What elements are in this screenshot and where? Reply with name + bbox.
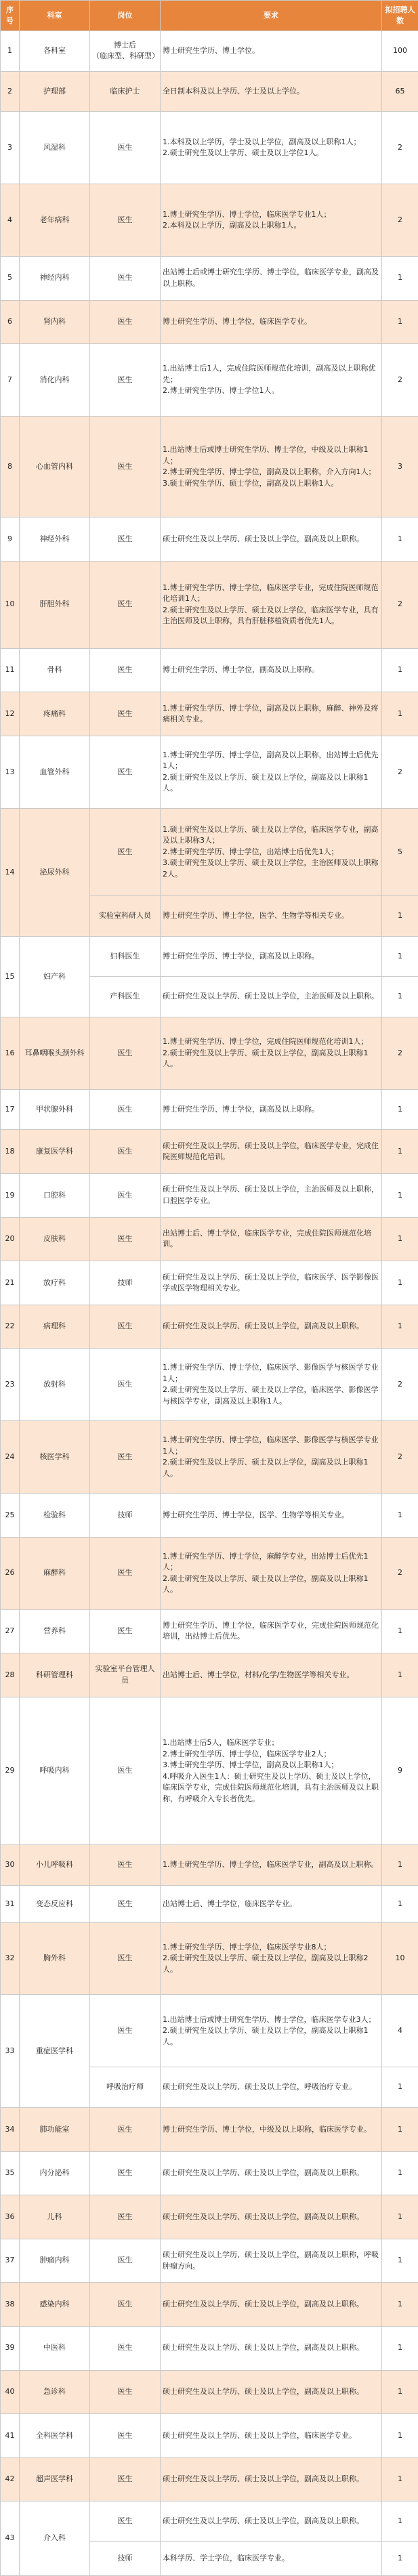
table-row bbox=[1, 2151, 418, 2195]
requirement-cell: 出站博士后、博士学位，材料/化学/生物医学等相关专业。 bbox=[161, 1653, 382, 1697]
row-number: 35 bbox=[1, 2151, 20, 2195]
header-no: 序号 bbox=[1, 1, 20, 31]
headcount-cell: 1 bbox=[382, 2326, 418, 2370]
position-cell: 医生 bbox=[90, 518, 161, 562]
position-cell: 医生 bbox=[90, 1305, 161, 1349]
requirement-cell: 1.博士研究生学历、博士学位，副高及以上职称，出站博士后优先1人； 2.硕士研究生及以上学历、硕士及以上学位，副高及以上职称1人。 bbox=[161, 736, 382, 809]
department-cell: 科研管理科 bbox=[20, 1653, 90, 1697]
position-cell: 医生 bbox=[90, 1089, 161, 1130]
table-row bbox=[1, 112, 418, 184]
department-cell: 介入科 bbox=[20, 2501, 90, 2576]
department-cell: 皮肤科 bbox=[20, 1217, 90, 1261]
department-cell: 心血管内科 bbox=[20, 416, 90, 517]
department-cell: 中医科 bbox=[20, 2326, 90, 2370]
headcount-cell: 2 bbox=[382, 112, 418, 184]
position-cell: 医生 bbox=[90, 648, 161, 692]
headcount-cell: 1 bbox=[382, 2283, 418, 2327]
table-row bbox=[1, 1089, 418, 1130]
table-row bbox=[1, 1421, 418, 1494]
department-cell: 口腔科 bbox=[20, 1174, 90, 1218]
row-number: 9 bbox=[1, 518, 20, 562]
position-cell: 技师 bbox=[90, 1494, 161, 1538]
headcount-cell: 1 bbox=[382, 896, 418, 937]
headcount-cell: 1 bbox=[382, 1305, 418, 1349]
headcount-cell: 1 bbox=[382, 2107, 418, 2151]
headcount-cell: 1 bbox=[382, 2067, 418, 2108]
table-row bbox=[1, 344, 418, 417]
headcount-cell: 1 bbox=[382, 1089, 418, 1130]
row-number: 43 bbox=[1, 2501, 20, 2576]
headcount-cell: 5 bbox=[382, 808, 418, 895]
headcount-cell: 1 bbox=[382, 300, 418, 344]
position-cell: 医生 bbox=[90, 2283, 161, 2327]
row-number: 31 bbox=[1, 1885, 20, 1922]
position-cell: 产科医生 bbox=[90, 977, 161, 1017]
position-cell: 实验室科研人员 bbox=[90, 896, 161, 937]
row-number: 28 bbox=[1, 1653, 20, 1697]
department-cell: 护理部 bbox=[20, 71, 90, 112]
row-number: 30 bbox=[1, 1845, 20, 1886]
requirement-cell: 全日制本科及以上学历、学士及以上学位。 bbox=[161, 71, 382, 112]
requirement-cell: 硕士研究生及以上学历、硕士及以上学位，副高及以上职称。 bbox=[161, 2195, 382, 2239]
headcount-cell: 3 bbox=[382, 416, 418, 517]
requirement-cell: 硕士研究生及以上学历、硕士及以上学位，副高及以上职称。 bbox=[161, 2370, 382, 2414]
position-cell: 技师 bbox=[90, 2541, 161, 2575]
table-row bbox=[1, 1305, 418, 1349]
position-cell: 临床护士 bbox=[90, 71, 161, 112]
requirement-cell: 博士研究生学历、博士学位，副高及以上职称。 bbox=[161, 1089, 382, 1130]
requirement-cell: 出站博士后、博士学位，临床医学专业，完成住院医师规范化培训。 bbox=[161, 1217, 382, 1261]
requirement-cell: 1.博士研究生学历、博士学位，临床医学专业，副高及以上职称。 bbox=[161, 1845, 382, 1886]
headcount-cell: 1 bbox=[382, 1609, 418, 1653]
department-cell: 肿瘤内科 bbox=[20, 2239, 90, 2283]
position-cell: 医生 bbox=[90, 2195, 161, 2239]
department-cell: 耳鼻咽喉头颈外科 bbox=[20, 1017, 90, 1089]
table-row bbox=[1, 1494, 418, 1538]
requirement-cell: 1.博士研究生学历、博士学位，麻醉学专业，出站博士后优先1人； 2.硕士研究生及以上学历、硕士及以上学位，副高及以上职称1人。 bbox=[161, 1537, 382, 1609]
requirement-cell: 硕士研究生及以上学历、硕士及以上学位，副高及以上职称。 bbox=[161, 2151, 382, 2195]
table-row bbox=[1, 71, 418, 112]
requirement-cell: 1.博士研究生学历、博士学位，临床医学专业8人； 2.硕士研究生及以上学历、硕士及以上学位，副高及以上职称2人。 bbox=[161, 1922, 382, 1995]
row-number: 18 bbox=[1, 1130, 20, 1174]
headcount-cell: 1 bbox=[382, 2151, 418, 2195]
requirement-cell: 本科学历、学士学位，临床医学专业。 bbox=[161, 2541, 382, 2575]
table-row bbox=[1, 2239, 418, 2283]
department-cell: 神经外科 bbox=[20, 518, 90, 562]
position-cell: 医生 bbox=[90, 112, 161, 184]
row-number: 7 bbox=[1, 344, 20, 417]
position-cell: 呼吸治疗师 bbox=[90, 2067, 161, 2108]
headcount-cell: 2 bbox=[382, 184, 418, 257]
requirement-cell: 博士研究生学历、博士学位，中级及以上职称，临床医学专业。 bbox=[161, 2107, 382, 2151]
requirement-cell: 出站博士后或博士研究生学历、博士学位，临床医学专业，副高及以上职称。 bbox=[161, 256, 382, 300]
row-number: 22 bbox=[1, 1305, 20, 1349]
headcount-cell: 1 bbox=[382, 1653, 418, 1697]
position-cell: 医生 bbox=[90, 2501, 161, 2542]
table-row bbox=[1, 2370, 418, 2414]
table-row bbox=[1, 2501, 418, 2542]
row-number: 12 bbox=[1, 692, 20, 736]
requirement-cell: 1.出站博士后1人，完成住院医师规范化培训，副高及以上职称优先； 2.博士研究生学历、博士学位1人。 bbox=[161, 344, 382, 417]
position-cell: 实验室平台管理人员 bbox=[90, 1653, 161, 1697]
department-cell: 全科医学科 bbox=[20, 2414, 90, 2458]
row-number: 15 bbox=[1, 936, 20, 1017]
table-body bbox=[1, 31, 418, 2576]
headcount-cell: 1 bbox=[382, 648, 418, 692]
requirement-cell: 1.博士研究生学历、博士学位，临床医学专业1人； 2.本科及以上学历，副高及以上职称1人。 bbox=[161, 184, 382, 257]
headcount-cell: 1 bbox=[382, 1885, 418, 1922]
position-cell: 医生 bbox=[90, 184, 161, 257]
row-number: 20 bbox=[1, 1217, 20, 1261]
row-number: 16 bbox=[1, 1017, 20, 1089]
department-cell: 妇产科 bbox=[20, 936, 90, 1017]
position-cell: 博士后 （临床型、科研型） bbox=[90, 31, 161, 72]
row-number: 19 bbox=[1, 1174, 20, 1218]
department-cell: 感染内科 bbox=[20, 2283, 90, 2327]
position-cell: 医生 bbox=[90, 1697, 161, 1845]
department-cell: 内分泌科 bbox=[20, 2151, 90, 2195]
department-cell: 检验科 bbox=[20, 1494, 90, 1538]
position-cell: 医生 bbox=[90, 1017, 161, 1089]
row-number: 10 bbox=[1, 561, 20, 648]
table-row bbox=[1, 2195, 418, 2239]
headcount-cell: 2 bbox=[382, 1421, 418, 1494]
table-row bbox=[1, 2107, 418, 2151]
header-num: 拟招聘人数 bbox=[382, 1, 418, 31]
position-cell: 医生 bbox=[90, 692, 161, 736]
row-number: 2 bbox=[1, 71, 20, 112]
requirement-cell: 硕士研究生及以上学历、硕士及以上学位，主治医师及以上职称，口腔医学专业。 bbox=[161, 1174, 382, 1218]
table-row bbox=[1, 184, 418, 257]
position-cell: 医生 bbox=[90, 1421, 161, 1494]
requirement-cell: 博士研究生学历、博士学位。 bbox=[161, 31, 382, 72]
requirement-cell: 1.博士研究生学历、博士学位，临床医学、影像医学与核医学专业1人； 2.硕士研究生及以上学历、硕士及以上学位，副高及以上职称1人。 bbox=[161, 1421, 382, 1494]
table-row bbox=[1, 936, 418, 977]
department-cell: 放疗科 bbox=[20, 1261, 90, 1305]
row-number: 41 bbox=[1, 2414, 20, 2458]
department-cell: 疼痛科 bbox=[20, 692, 90, 736]
position-cell: 医生 bbox=[90, 1995, 161, 2067]
position-cell: 医生 bbox=[90, 1537, 161, 1609]
row-number: 24 bbox=[1, 1421, 20, 1494]
headcount-cell: 2 bbox=[382, 1349, 418, 1421]
position-cell: 医生 bbox=[90, 2457, 161, 2501]
requirement-cell: 硕士研究生及以上学历、硕士及以上学位，临床医学专业。 bbox=[161, 2414, 382, 2458]
position-cell: 医生 bbox=[90, 1922, 161, 1995]
requirement-cell: 博士研究生学历、博士学位，医学、生物学等相关专业。 bbox=[161, 1494, 382, 1538]
table-row bbox=[1, 1609, 418, 1653]
requirement-cell: 出站博士后、博士学位，临床医学专业。 bbox=[161, 1885, 382, 1922]
headcount-cell: 100 bbox=[382, 31, 418, 72]
headcount-cell: 1 bbox=[382, 2370, 418, 2414]
requirement-cell: 硕士研究生及以上学历、硕士及以上学位，副高及以上职称，呼吸肿瘤方向。 bbox=[161, 2239, 382, 2283]
table-row bbox=[1, 1174, 418, 1218]
table-row bbox=[1, 1995, 418, 2067]
headcount-cell: 1 bbox=[382, 977, 418, 1017]
headcount-cell: 1 bbox=[382, 1130, 418, 1174]
table-row bbox=[1, 300, 418, 344]
department-cell: 病理科 bbox=[20, 1305, 90, 1349]
position-cell: 医生 bbox=[90, 2370, 161, 2414]
position-cell: 医生 bbox=[90, 2414, 161, 2458]
position-cell: 医生 bbox=[90, 561, 161, 648]
table-row bbox=[1, 648, 418, 692]
department-cell: 放射科 bbox=[20, 1349, 90, 1421]
requirement-cell: 硕士研究生及以上学历、硕士及以上学位，临床医学专业，完成住院医师规范化培训。 bbox=[161, 1130, 382, 1174]
headcount-cell: 9 bbox=[382, 1697, 418, 1845]
row-number: 13 bbox=[1, 736, 20, 809]
department-cell: 肾内科 bbox=[20, 300, 90, 344]
table-row bbox=[1, 1349, 418, 1421]
requirement-cell: 博士研究生学历、博士学位，副高及以上职称。 bbox=[161, 936, 382, 977]
table-row bbox=[1, 1017, 418, 1089]
requirement-cell: 1.硕士研究生及以上学历、硕士及以上学位，临床医学专业，副高及以上职称3人； 2.博士研究生学历、博士学位，出站博士后优先1人； 3.硕士研究生及以上学历、硕士及以上学位，主治医师及以上职称2人。 bbox=[161, 808, 382, 895]
position-cell: 医生 bbox=[90, 1217, 161, 1261]
requirement-cell: 博士研究生学历、博士学位，临床医学专业，完成住院医师规范化培训，出站博士后优先。 bbox=[161, 1609, 382, 1653]
row-number: 25 bbox=[1, 1494, 20, 1538]
department-cell: 骨科 bbox=[20, 648, 90, 692]
row-number: 21 bbox=[1, 1261, 20, 1305]
position-cell: 医生 bbox=[90, 2326, 161, 2370]
requirement-cell: 1.博士研究生学历、博士学位，临床医学专业，完成住院医师规范化培训1人； 2.硕士研究生及以上学历、硕士及以上学位，临床医学专业，具有主治医师及以上职称，具有肝脏移植资质者优先1人。 bbox=[161, 561, 382, 648]
table-row bbox=[1, 518, 418, 562]
row-number: 8 bbox=[1, 416, 20, 517]
department-cell: 重症医学科 bbox=[20, 1995, 90, 2107]
row-number: 11 bbox=[1, 648, 20, 692]
headcount-cell: 1 bbox=[382, 2501, 418, 2542]
department-cell: 儿科 bbox=[20, 2195, 90, 2239]
headcount-cell: 1 bbox=[382, 1845, 418, 1886]
table-row bbox=[1, 1922, 418, 1995]
table-row bbox=[1, 692, 418, 736]
table-row bbox=[1, 1697, 418, 1845]
department-cell: 消化内科 bbox=[20, 344, 90, 417]
headcount-cell: 1 bbox=[382, 1261, 418, 1305]
table-row bbox=[1, 2283, 418, 2327]
department-cell: 肺功能室 bbox=[20, 2107, 90, 2151]
department-cell: 小儿呼吸科 bbox=[20, 1845, 90, 1886]
row-number: 36 bbox=[1, 2195, 20, 2239]
headcount-cell: 1 bbox=[382, 2195, 418, 2239]
headcount-cell: 4 bbox=[382, 1995, 418, 2067]
headcount-cell: 2 bbox=[382, 344, 418, 417]
position-cell: 医生 bbox=[90, 736, 161, 809]
requirement-cell: 1.博士研究生学历、博士学位，副高及以上职称，麻醉、神外及疼痛相关专业。 bbox=[161, 692, 382, 736]
row-number: 39 bbox=[1, 2326, 20, 2370]
table-row bbox=[1, 808, 418, 895]
department-cell: 胸外科 bbox=[20, 1922, 90, 1995]
requirement-cell: 硕士研究生及以上学历、硕士及以上学位，主治医师及以上职称。 bbox=[161, 977, 382, 1017]
table-row bbox=[1, 2457, 418, 2501]
table-row bbox=[1, 1217, 418, 1261]
requirement-cell: 博士研究生学历、博士学位，副高及以上职称。 bbox=[161, 648, 382, 692]
position-cell: 医生 bbox=[90, 1885, 161, 1922]
row-number: 6 bbox=[1, 300, 20, 344]
table-row bbox=[1, 256, 418, 300]
header-req: 要求 bbox=[161, 1, 382, 31]
headcount-cell: 1 bbox=[382, 1494, 418, 1538]
table-row bbox=[1, 1261, 418, 1305]
headcount-cell: 1 bbox=[382, 936, 418, 977]
requirement-cell: 1.出站博士后或博士研究生学历、博士学位，中级及以上职称1人； 2.博士研究生学历、博士学位，副高及以上职称，介入方向1人； 3.硕士研究生学历、硕士学位，副高及以上职称1人。 bbox=[161, 416, 382, 517]
row-number: 33 bbox=[1, 1995, 20, 2107]
requirement-cell: 硕士研究生及以上学历、硕士及以上学位，临床医学、医学影像医学或医学物理相关专业。 bbox=[161, 1261, 382, 1305]
position-cell: 医生 bbox=[90, 1130, 161, 1174]
department-cell: 老年病科 bbox=[20, 184, 90, 257]
table-row bbox=[1, 2414, 418, 2458]
department-cell: 变态反应科 bbox=[20, 1885, 90, 1922]
table-row bbox=[1, 1130, 418, 1174]
requirement-cell: 博士研究生学历、博士学位，医学、生物学等相关专业。 bbox=[161, 896, 382, 937]
department-cell: 各科室 bbox=[20, 31, 90, 72]
row-number: 34 bbox=[1, 2107, 20, 2151]
headcount-cell: 1 bbox=[382, 2414, 418, 2458]
requirement-cell: 1.博士研究生学历、博士学位，完成住院医师规范化培训1人； 2.硕士研究生及以上学历、硕士及以上学位，副高及以上职称1人。 bbox=[161, 1017, 382, 1089]
row-number: 17 bbox=[1, 1089, 20, 1130]
table-row bbox=[1, 2326, 418, 2370]
position-cell: 医生 bbox=[90, 300, 161, 344]
department-cell: 急诊科 bbox=[20, 2370, 90, 2414]
row-number: 29 bbox=[1, 1697, 20, 1845]
headcount-cell: 1 bbox=[382, 1217, 418, 1261]
requirement-cell: 硕士研究生及以上学历、硕士及以上学位，副高及以上职称。 bbox=[161, 2326, 382, 2370]
row-number: 26 bbox=[1, 1537, 20, 1609]
header-dept: 科室 bbox=[20, 1, 90, 31]
row-number: 37 bbox=[1, 2239, 20, 2283]
headcount-cell: 65 bbox=[382, 71, 418, 112]
department-cell: 康复医学科 bbox=[20, 1130, 90, 1174]
headcount-cell: 2 bbox=[382, 736, 418, 809]
row-number: 40 bbox=[1, 2370, 20, 2414]
position-cell: 医生 bbox=[90, 344, 161, 417]
table-header-row bbox=[1, 1, 418, 31]
position-cell: 医生 bbox=[90, 416, 161, 517]
table-row bbox=[1, 1885, 418, 1922]
department-cell: 呼吸内科 bbox=[20, 1697, 90, 1845]
position-cell: 医生 bbox=[90, 1609, 161, 1653]
table-row bbox=[1, 736, 418, 809]
row-number: 5 bbox=[1, 256, 20, 300]
row-number: 3 bbox=[1, 112, 20, 184]
department-cell: 甲状腺外科 bbox=[20, 1089, 90, 1130]
position-cell: 医生 bbox=[90, 2107, 161, 2151]
department-cell: 肝胆外科 bbox=[20, 561, 90, 648]
row-number: 14 bbox=[1, 808, 20, 936]
requirement-cell: 1.出站博士后或博士研究生学历、博士学位，临床医学专业3人； 2.硕士研究生及以上学历、硕士及以上学位，副高及以上职称1人。 bbox=[161, 1995, 382, 2067]
header-pos: 岗位 bbox=[90, 1, 161, 31]
table-row bbox=[1, 416, 418, 517]
position-cell: 医生 bbox=[90, 1845, 161, 1886]
position-cell: 医生 bbox=[90, 1349, 161, 1421]
position-cell: 医生 bbox=[90, 808, 161, 895]
department-cell: 核医学科 bbox=[20, 1421, 90, 1494]
table-row bbox=[1, 1653, 418, 1697]
row-number: 32 bbox=[1, 1922, 20, 1995]
row-number: 38 bbox=[1, 2283, 20, 2327]
table-row bbox=[1, 1537, 418, 1609]
requirement-cell: 1.本科及以上学历，学士及以上学位，副高及以上职称1人； 2.硕士研究生及以上学历、硕士及以上学位1人。 bbox=[161, 112, 382, 184]
position-cell: 医生 bbox=[90, 1174, 161, 1218]
requirement-cell: 1.出站博士后5人，临床医学专业； 2.博士研究生学历、博士学位，临床医学专业2人； 3.博士研究生学历、博士学位，副高及以上职称1人； 4.呼吸介入医生1人：硕士研究生及以上学历、硕士及以上学位，临床医学专业，完成住院医师规范化培训，具有主治医师及以上职称，有呼吸介入专长者优先。 bbox=[161, 1697, 382, 1845]
requirement-cell: 硕士研究生及以上学历、硕士及以上学位，副高及以上职称。 bbox=[161, 2457, 382, 2501]
requirement-cell: 硕士研究生及以上学历、硕士及以上学位，呼吸治疗专业。 bbox=[161, 2067, 382, 2108]
headcount-cell: 1 bbox=[382, 2457, 418, 2501]
headcount-cell: 1 bbox=[382, 518, 418, 562]
position-cell: 技师 bbox=[90, 1261, 161, 1305]
headcount-cell: 10 bbox=[382, 1922, 418, 1995]
requirement-cell: 硕士研究生及以上学历、硕士及以上学位，副高及以上职称。 bbox=[161, 518, 382, 562]
requirement-cell: 硕士研究生及以上学历、硕士及以上学位，副高及以上职称。 bbox=[161, 1305, 382, 1349]
department-cell: 神经内科 bbox=[20, 256, 90, 300]
row-number: 1 bbox=[1, 31, 20, 72]
position-cell: 医生 bbox=[90, 2239, 161, 2283]
headcount-cell: 2 bbox=[382, 1017, 418, 1089]
row-number: 4 bbox=[1, 184, 20, 257]
row-number: 23 bbox=[1, 1349, 20, 1421]
department-cell: 超声医学科 bbox=[20, 2457, 90, 2501]
department-cell: 泌尿外科 bbox=[20, 808, 90, 936]
table-row bbox=[1, 561, 418, 648]
table-row bbox=[1, 1845, 418, 1886]
headcount-cell: 1 bbox=[382, 2541, 418, 2575]
row-number: 27 bbox=[1, 1609, 20, 1653]
requirement-cell: 硕士研究生及以上学历、硕士及以上学位，副高及以上职称。 bbox=[161, 2501, 382, 2542]
position-cell: 医生 bbox=[90, 2151, 161, 2195]
department-cell: 血管外科 bbox=[20, 736, 90, 809]
requirement-cell: 1.博士研究生学历、博士学位，临床医学、影像医学与核医学专业1人； 2.硕士研究生及以上学历、硕士及以上学位，临床医学、影像医学与核医学专业，副高及以上职称1人。 bbox=[161, 1349, 382, 1421]
headcount-cell: 1 bbox=[382, 692, 418, 736]
requirement-cell: 博士研究生学历、博士学位，临床医学专业。 bbox=[161, 300, 382, 344]
headcount-cell: 1 bbox=[382, 2239, 418, 2283]
department-cell: 营养科 bbox=[20, 1609, 90, 1653]
headcount-cell: 2 bbox=[382, 561, 418, 648]
position-cell: 妇科医生 bbox=[90, 936, 161, 977]
headcount-cell: 1 bbox=[382, 1174, 418, 1218]
row-number: 42 bbox=[1, 2457, 20, 2501]
headcount-cell: 2 bbox=[382, 1537, 418, 1609]
headcount-cell: 1 bbox=[382, 256, 418, 300]
position-cell: 医生 bbox=[90, 256, 161, 300]
department-cell: 风湿科 bbox=[20, 112, 90, 184]
requirement-cell: 硕士研究生及以上学历、硕士及以上学位，副高及以上职称。 bbox=[161, 2283, 382, 2327]
table-row bbox=[1, 31, 418, 72]
department-cell: 麻醉科 bbox=[20, 1537, 90, 1609]
